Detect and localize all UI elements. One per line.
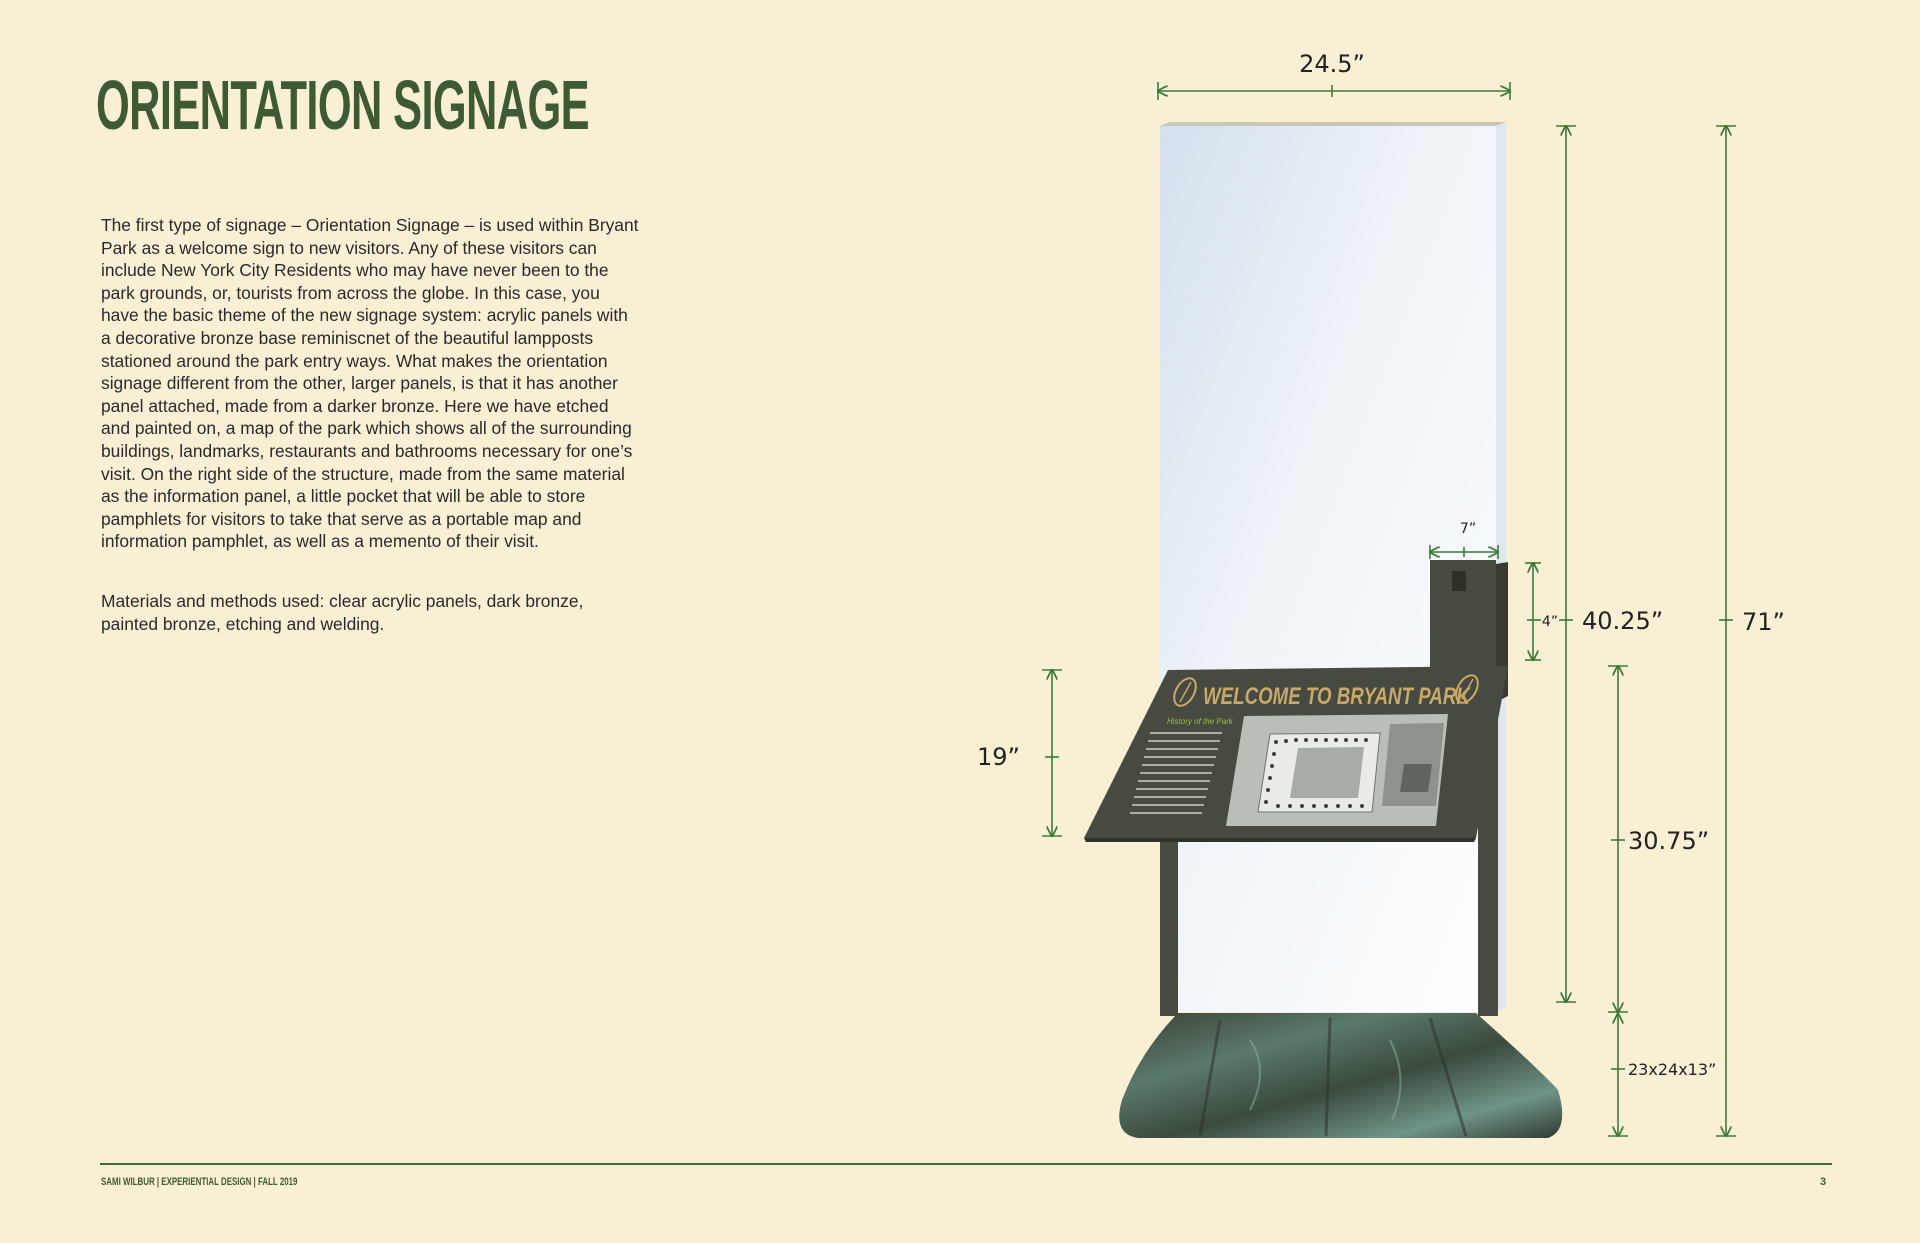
footer-divider <box>100 1163 1832 1165</box>
panel-height-label: 19” <box>977 743 1020 771</box>
description-paragraph: The first type of signage – Orientation Signage – is used within Bryant Park as a welcome sign to new visitors. Any of these visitors can include New York City Residents who may have never been to the park grounds, or, tourists from across the globe. In this case, you have the basic theme of the new signage system: acrylic panels with a decorative bronze base reminiscnet of the beautiful lampposts stationed around the park entry ways. What makes the orientation signage different from the other, larger panels, is that it has another panel attached, made from a darker bronze. Here we have etched and painted on, a map of the park which shows all of the surrounding buildings, landmarks, restaurants and bathrooms necessary for one’s visit. On the right side of the structure, made from the same material as the information panel, a little pocket that will be able to store pamphlets for visitors to take that serve as a portable map and information pamphlet, as well as a memento of their visit. <box>101 215 639 552</box>
width-label: 24.5” <box>1299 50 1365 78</box>
upper-height-label: 40.25” <box>1582 607 1664 635</box>
sign-subheading: History of the Park <box>1167 717 1233 726</box>
pamphlet-slot <box>1452 571 1466 591</box>
pocket-width-label: 7” <box>1459 521 1477 537</box>
footer-credit: SAMI WILBUR | EXPERIENTIAL DESIGN | FALL 2019 <box>101 1176 298 1188</box>
page-number: 3 <box>1820 1176 1827 1188</box>
pocket-height-label: 4” <box>1541 614 1559 630</box>
total-height-label: 71” <box>1742 608 1785 636</box>
materials-paragraph: Materials and methods used: clear acrylic panels, dark bronze, painted bronze, etching and welding. <box>101 591 584 634</box>
bronze-base <box>1119 1013 1562 1138</box>
sign-heading: WELCOME TO BRYANT PARK <box>1202 682 1470 710</box>
information-panel <box>1084 666 1508 842</box>
park-map <box>1226 714 1448 826</box>
page-title: ORIENTATION SIGNAGE <box>96 66 589 144</box>
base-size-label: 23x24x13” <box>1628 1060 1717 1079</box>
lower-height-label: 30.75” <box>1628 827 1710 855</box>
